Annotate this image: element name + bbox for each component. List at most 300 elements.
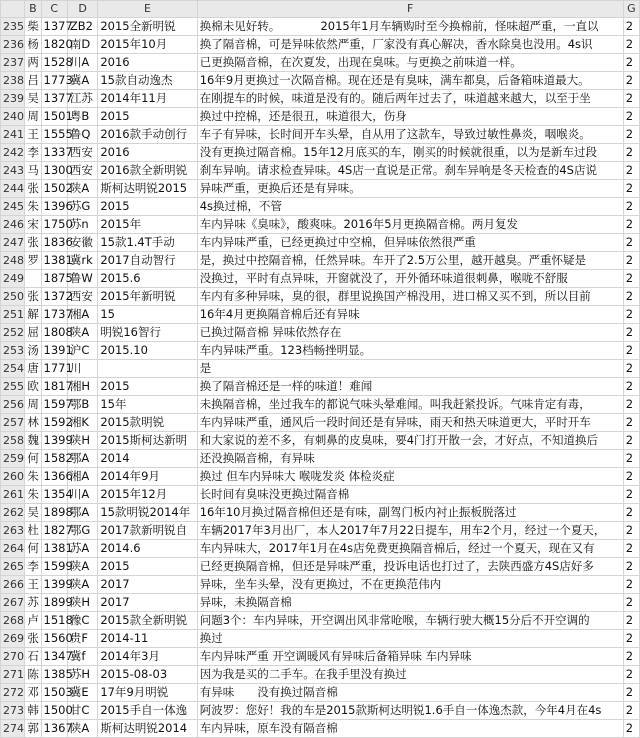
cell-c[interactable]: 1597 xyxy=(41,396,67,414)
cell-f[interactable]: 换了隔音棉还是一样的味道！难闻 xyxy=(197,378,623,396)
cell-g[interactable]: 2 xyxy=(623,414,639,432)
cell-e[interactable]: 2015年新明锐 xyxy=(98,288,197,306)
cell-b[interactable]: 宋 xyxy=(25,216,41,234)
table-row xyxy=(1,432,640,450)
cell-g[interactable]: 2 xyxy=(623,576,639,594)
cell-d[interactable]: 陕H xyxy=(67,594,97,612)
cell-b[interactable]: 汤 xyxy=(25,342,41,360)
cell-e[interactable]: 2015年12月 xyxy=(98,486,197,504)
cell-e[interactable]: 2015 xyxy=(98,198,197,216)
cell-d[interactable]: 冀rk xyxy=(67,252,97,270)
cell-b[interactable]: 罗 xyxy=(25,252,41,270)
cell-c[interactable]: 1501 xyxy=(41,108,67,126)
cell-g[interactable]: 2 xyxy=(623,504,639,522)
select-all-corner[interactable] xyxy=(1,1,25,18)
cell-g[interactable]: 2 xyxy=(623,288,639,306)
cell-d[interactable]: 苏n xyxy=(67,216,97,234)
cell-d[interactable]: 川A xyxy=(67,54,97,72)
row-number[interactable]: 254 xyxy=(1,360,25,378)
cell-b[interactable]: 郭 xyxy=(25,720,41,738)
cell-g[interactable]: 2 xyxy=(623,594,639,612)
cell-e[interactable]: 15年 xyxy=(98,396,197,414)
row-number[interactable]: 259 xyxy=(1,450,25,468)
cell-d[interactable]: 湘H xyxy=(67,378,97,396)
cell-d[interactable]: 冀E xyxy=(67,684,97,702)
row-number[interactable]: 238 xyxy=(1,72,25,90)
cell-g[interactable]: 2 xyxy=(623,450,639,468)
cell-d[interactable]: 川 xyxy=(67,360,97,378)
cell-e[interactable]: 17年9月明锐 xyxy=(98,684,197,702)
cell-g[interactable]: 2 xyxy=(623,198,639,216)
cell-e[interactable]: 2015年10月 xyxy=(98,36,197,54)
cell-g[interactable]: 2 xyxy=(623,684,639,702)
cell-g[interactable]: 2 xyxy=(623,36,639,54)
cell-f[interactable]: 车内异味严重，通风后一段时间还是有异味，雨天和热天味道更大，平时开车 xyxy=(197,414,623,432)
cell-c[interactable]: 1528 xyxy=(41,54,67,72)
row-number[interactable]: 257 xyxy=(1,414,25,432)
cell-g[interactable]: 2 xyxy=(623,396,639,414)
cell-b[interactable]: 解 xyxy=(25,306,41,324)
cell-f[interactable]: 车内异味严重 开空调暖风有异味后备箱异味 车内异味 xyxy=(197,648,623,666)
cell-g[interactable]: 2 xyxy=(623,360,639,378)
cell-d[interactable]: 甘C xyxy=(67,702,97,720)
cell-d[interactable]: 鄂A xyxy=(67,450,97,468)
cell-b[interactable]: 朱 xyxy=(25,468,41,486)
cell-e[interactable]: 2015款明锐 xyxy=(98,414,197,432)
cell-c[interactable]: 1899 xyxy=(41,594,67,612)
cell-d[interactable]: 川A xyxy=(67,486,97,504)
row-number[interactable]: 267 xyxy=(1,594,25,612)
cell-f[interactable]: 16年9月更换过一次隔音棉。现在还是有臭味，满车都臭，后备箱味道最大。 xyxy=(197,72,623,90)
cell-b[interactable]: 屈 xyxy=(25,324,41,342)
cell-d[interactable]: 豫C xyxy=(67,612,97,630)
cell-g[interactable]: 2 xyxy=(623,108,639,126)
row-number[interactable]: 245 xyxy=(1,198,25,216)
cell-c[interactable]: 1391 xyxy=(41,342,67,360)
cell-b[interactable]: 何 xyxy=(25,540,41,558)
cell-f[interactable]: 长时间有臭味没更换过隔音棉 xyxy=(197,486,623,504)
cell-e[interactable]: 斯柯达明锐2014 xyxy=(98,720,197,738)
cell-d[interactable]: 鲁Q xyxy=(67,126,97,144)
cell-g[interactable]: 2 xyxy=(623,630,639,648)
cell-f[interactable]: 车内异味严重。123档畅挫明显。 xyxy=(197,342,623,360)
cell-d[interactable]: 粤B xyxy=(67,108,97,126)
table-row xyxy=(1,720,640,738)
row-number[interactable]: 250 xyxy=(1,288,25,306)
row-number[interactable]: 256 xyxy=(1,396,25,414)
row-number[interactable]: 248 xyxy=(1,252,25,270)
cell-g[interactable]: 2 xyxy=(623,666,639,684)
cell-e[interactable]: 2015全新明锐 xyxy=(98,18,197,36)
cell-b[interactable]: 邓 xyxy=(25,684,41,702)
cell-c[interactable]: 1737 xyxy=(41,306,67,324)
row-number[interactable]: 263 xyxy=(1,522,25,540)
row-number[interactable]: 268 xyxy=(1,612,25,630)
cell-e[interactable]: 2017自动智行 xyxy=(98,252,197,270)
cell-c[interactable]: 1898 xyxy=(41,504,67,522)
cell-b[interactable]: 杜 xyxy=(25,522,41,540)
cell-f[interactable]: 因为我是买的二手车。在我手里没有换过 xyxy=(197,666,623,684)
cell-g[interactable]: 2 xyxy=(623,54,639,72)
cell-g[interactable]: 2 xyxy=(623,720,639,738)
cell-c[interactable]: 1592 xyxy=(41,414,67,432)
cell-d[interactable]: 鄂A xyxy=(67,504,97,522)
cell-e[interactable]: 15款1.4T手动 xyxy=(98,234,197,252)
cell-c[interactable]: 1817 xyxy=(41,378,67,396)
cell-d[interactable]: 南D xyxy=(67,36,97,54)
cell-b[interactable]: 柴 xyxy=(25,18,41,36)
cell-e[interactable]: 2017款新明锐自 xyxy=(98,522,197,540)
cell-c[interactable]: 1354 xyxy=(41,486,67,504)
cell-e[interactable]: 2014年3月 xyxy=(98,648,197,666)
cell-f[interactable]: 是，换过中控隔音棉，任然异味。车开了2.5万公里，越开越臭。严重怀疑是 xyxy=(197,252,623,270)
cell-f[interactable]: 没换过，平时有点异味，开窗就没了，开外循环味道很刺鼻，喉咙不舒服 xyxy=(197,270,623,288)
table-row xyxy=(1,216,640,234)
cell-b[interactable]: 王 xyxy=(25,576,41,594)
cell-b[interactable]: 欧 xyxy=(25,378,41,396)
cell-b[interactable]: 朱 xyxy=(25,486,41,504)
column-header-c[interactable]: C xyxy=(41,1,67,18)
cell-g[interactable]: 2 xyxy=(623,216,639,234)
cell-g[interactable]: 2 xyxy=(623,126,639,144)
cell-d[interactable]: 陕A xyxy=(67,558,97,576)
cell-d[interactable]: 苏G xyxy=(67,198,97,216)
cell-b[interactable]: 周 xyxy=(25,396,41,414)
cell-f[interactable]: 换棉未见好转。 2015年1月车辆购时至今换棉前，怪味超严重，一直以 xyxy=(197,18,623,36)
cell-e[interactable]: 2016 xyxy=(98,54,197,72)
cell-f[interactable]: 车内异味大，2017年1月在4s店免费更换隔音棉后，经过一个夏天，现在又有 xyxy=(197,540,623,558)
table-row xyxy=(1,540,640,558)
cell-b[interactable]: 周 xyxy=(25,108,41,126)
cell-d[interactable]: 湘K xyxy=(67,414,97,432)
cell-f[interactable]: 车内异味《臭味》，酸爽味。2016年5月更换隔音棉。两月复发 xyxy=(197,216,623,234)
cell-e[interactable]: 2015 xyxy=(98,378,197,396)
cell-c[interactable]: 1560 xyxy=(41,630,67,648)
cell-b[interactable]: 马 xyxy=(25,162,41,180)
cell-d[interactable]: ZB2 xyxy=(67,18,97,36)
cell-g[interactable]: 2 xyxy=(623,378,639,396)
cell-f[interactable]: 车内异味严重，已经更换过中空棉，但异味依然很严重 xyxy=(197,234,623,252)
cell-d[interactable]: 西安 xyxy=(67,288,97,306)
cell-e[interactable]: 2017 xyxy=(98,594,197,612)
column-header-b[interactable]: B xyxy=(25,1,41,18)
cell-b[interactable]: 苏 xyxy=(25,594,41,612)
cell-f[interactable]: 换过 xyxy=(197,630,623,648)
cell-c[interactable]: 1381 xyxy=(41,252,67,270)
cell-g[interactable]: 2 xyxy=(623,270,639,288)
cell-d[interactable]: 沪C xyxy=(67,342,97,360)
cell-g[interactable]: 2 xyxy=(623,432,639,450)
row-number[interactable]: 264 xyxy=(1,540,25,558)
cell-g[interactable]: 2 xyxy=(623,180,639,198)
cell-c[interactable]: 1820 xyxy=(41,36,67,54)
cell-b[interactable] xyxy=(25,270,41,288)
cell-f[interactable]: 已经更换隔音棉，但还是异味严重，投诉电话也打过了，去陕西盛方4S店好多 xyxy=(197,558,623,576)
cell-e[interactable]: 2015年 xyxy=(98,216,197,234)
cell-c[interactable]: 1836 xyxy=(41,234,67,252)
cell-d[interactable]: 苏H xyxy=(67,666,97,684)
cell-g[interactable]: 2 xyxy=(623,144,639,162)
row-number[interactable]: 274 xyxy=(1,720,25,738)
cell-e[interactable]: 2014-11 xyxy=(98,630,197,648)
cell-d[interactable]: 鄂B xyxy=(67,396,97,414)
row-number[interactable]: 246 xyxy=(1,216,25,234)
row-number[interactable]: 273 xyxy=(1,702,25,720)
cell-b[interactable]: 吴 xyxy=(25,90,41,108)
cell-c[interactable]: 1366 xyxy=(41,468,67,486)
cell-e[interactable]: 2016款手动创行 xyxy=(98,126,197,144)
row-number[interactable]: 237 xyxy=(1,54,25,72)
cell-b[interactable]: 卢 xyxy=(25,612,41,630)
row-number[interactable]: 270 xyxy=(1,648,25,666)
cell-e[interactable]: 15款明锐2014年 xyxy=(98,504,197,522)
cell-d[interactable]: 陕A xyxy=(67,180,97,198)
cell-b[interactable]: 李 xyxy=(25,558,41,576)
row-number[interactable]: 272 xyxy=(1,684,25,702)
table-row xyxy=(1,234,640,252)
cell-d[interactable]: 西安 xyxy=(67,162,97,180)
cell-b[interactable]: 韩 xyxy=(25,702,41,720)
row-number[interactable]: 242 xyxy=(1,144,25,162)
cell-c[interactable]: 1372 xyxy=(41,288,67,306)
cell-c[interactable]: 1771 xyxy=(41,360,67,378)
row-number[interactable]: 265 xyxy=(1,558,25,576)
cell-d[interactable]: 冀f xyxy=(67,648,97,666)
cell-c[interactable]: 1399 xyxy=(41,432,67,450)
cell-e[interactable] xyxy=(98,360,197,378)
table-row xyxy=(1,270,640,288)
cell-c[interactable]: 1750 xyxy=(41,216,67,234)
row-number[interactable]: 247 xyxy=(1,234,25,252)
cell-g[interactable]: 2 xyxy=(623,324,639,342)
row-number[interactable]: 244 xyxy=(1,180,25,198)
row-number[interactable]: 241 xyxy=(1,126,25,144)
row-number[interactable]: 236 xyxy=(1,36,25,54)
cell-d[interactable]: 安徽 xyxy=(67,234,97,252)
cell-f[interactable]: 异味，未换隔音棉 xyxy=(197,594,623,612)
cell-c[interactable]: 1827 xyxy=(41,522,67,540)
cell-b[interactable]: 张 xyxy=(25,288,41,306)
cell-g[interactable]: 2 xyxy=(623,90,639,108)
cell-g[interactable]: 2 xyxy=(623,702,639,720)
cell-f[interactable]: 未换隔音棉，坐过我车的都说气味头晕难闻。叫我赶紧投诉。气味肯定有毒， xyxy=(197,396,623,414)
table-row xyxy=(1,360,640,378)
cell-f[interactable]: 是 xyxy=(197,360,623,378)
row-number[interactable]: 269 xyxy=(1,630,25,648)
table-row xyxy=(1,18,640,36)
row-number[interactable]: 258 xyxy=(1,432,25,450)
cell-b[interactable]: 石 xyxy=(25,648,41,666)
cell-e[interactable]: 2015手自一体逸 xyxy=(98,702,197,720)
cell-b[interactable]: 吴 xyxy=(25,504,41,522)
cell-d[interactable]: 陕A xyxy=(67,720,97,738)
column-header-row xyxy=(1,1,640,18)
cell-d[interactable]: 陕A xyxy=(67,324,97,342)
table-row xyxy=(1,144,640,162)
row-number[interactable]: 252 xyxy=(1,324,25,342)
cell-g[interactable]: 2 xyxy=(623,648,639,666)
cell-e[interactable]: 15款自动逸杰 xyxy=(98,72,197,90)
row-number[interactable]: 253 xyxy=(1,342,25,360)
cell-f[interactable]: 阿波罗：您好！我的车是2015款斯柯达明锐1.6手自一体逸杰款，今年4月在4s xyxy=(197,702,623,720)
cell-e[interactable]: 2014年11月 xyxy=(98,90,197,108)
cell-b[interactable]: 陈 xyxy=(25,666,41,684)
cell-d[interactable]: 西安 xyxy=(67,144,97,162)
cell-g[interactable]: 2 xyxy=(623,558,639,576)
row-number[interactable]: 251 xyxy=(1,306,25,324)
cell-e[interactable]: 2015 xyxy=(98,558,197,576)
cell-c[interactable]: 1808 xyxy=(41,324,67,342)
cell-b[interactable]: 何 xyxy=(25,450,41,468)
row-number[interactable]: 255 xyxy=(1,378,25,396)
row-number[interactable]: 235 xyxy=(1,18,25,36)
cell-f[interactable]: 车内有多种异味，臭的很，群里说换国产棉没用，进口棉又买不到，所以目前 xyxy=(197,288,623,306)
cell-b[interactable]: 林 xyxy=(25,414,41,432)
cell-f[interactable]: 已换过隔音棉 异味依然存在 xyxy=(197,324,623,342)
cell-f[interactable]: 刹车异响。请求检查异味。4S店一直说是正常。刹车异响是冬天检查的4S店说 xyxy=(197,162,623,180)
cell-b[interactable]: 杨 xyxy=(25,36,41,54)
cell-c[interactable]: 1502 xyxy=(41,180,67,198)
cell-e[interactable]: 2014.6 xyxy=(98,540,197,558)
cell-b[interactable]: 朱 xyxy=(25,198,41,216)
cell-d[interactable]: 鲁W xyxy=(67,270,97,288)
cell-b[interactable]: 张 xyxy=(25,180,41,198)
cell-f[interactable]: 有异味 没有换过隔音棉 xyxy=(197,684,623,702)
cell-c[interactable]: 1377 xyxy=(41,90,67,108)
cell-e[interactable]: 2016款全新明锐 xyxy=(98,162,197,180)
cell-c[interactable]: 1773 xyxy=(41,72,67,90)
cell-c[interactable]: 1347 xyxy=(41,648,67,666)
cell-e[interactable]: 2014 xyxy=(98,450,197,468)
cell-f[interactable]: 和大家说的差不多，有刺鼻的皮臭味，要4门打开散一会，才好点，不知道换后 xyxy=(197,432,623,450)
cell-g[interactable]: 2 xyxy=(623,522,639,540)
cell-d[interactable]: 冀A xyxy=(67,72,97,90)
cell-f[interactable]: 车内异味，原车没有隔音棉 xyxy=(197,720,623,738)
cell-e[interactable]: 明锐16智行 xyxy=(98,324,197,342)
cell-c[interactable]: 1500 xyxy=(41,702,67,720)
cell-e[interactable]: 2015斯柯达新明 xyxy=(98,432,197,450)
cell-c[interactable]: 1367 xyxy=(41,720,67,738)
cell-f[interactable]: 没有更换过隔音棉。15年12月底买的车，刚买的时候就很重，以为是新车过段 xyxy=(197,144,623,162)
cell-e[interactable]: 2015.6 xyxy=(98,270,197,288)
cell-f[interactable]: 异味严重，更换后还是有异味。 xyxy=(197,180,623,198)
cell-e[interactable]: 斯柯达明锐2015 xyxy=(98,180,197,198)
cell-e[interactable]: 2015.10 xyxy=(98,342,197,360)
table-row xyxy=(1,576,640,594)
cell-g[interactable]: 2 xyxy=(623,234,639,252)
cell-g[interactable]: 2 xyxy=(623,468,639,486)
cell-f[interactable]: 问题3个：车内异味，开空调出风非常呛喉，车辆行驶大概15分后不开空调的 xyxy=(197,612,623,630)
cell-g[interactable]: 2 xyxy=(623,486,639,504)
cell-e[interactable]: 2015 xyxy=(98,108,197,126)
column-header-g[interactable]: G xyxy=(623,1,639,18)
cell-f[interactable]: 异味，坐车头晕，没有更换过，不在更换范伟内 xyxy=(197,576,623,594)
cell-e[interactable]: 2015款全新明锐 xyxy=(98,612,197,630)
column-header-d[interactable]: D xyxy=(67,1,97,18)
cell-e[interactable]: 2015-08-03 xyxy=(98,666,197,684)
table-row xyxy=(1,36,640,54)
cell-d[interactable]: 陕A xyxy=(67,576,97,594)
cell-e[interactable]: 2016 xyxy=(98,144,197,162)
column-header-f[interactable]: F xyxy=(197,1,623,18)
table-row xyxy=(1,522,640,540)
cell-g[interactable]: 2 xyxy=(623,72,639,90)
row-number[interactable]: 249 xyxy=(1,270,25,288)
cell-g[interactable]: 2 xyxy=(623,306,639,324)
cell-e[interactable]: 15 xyxy=(98,306,197,324)
cell-d[interactable]: 陕H xyxy=(67,432,97,450)
cell-b[interactable]: 张 xyxy=(25,234,41,252)
cell-e[interactable]: 2017 xyxy=(98,576,197,594)
cell-d[interactable]: 苏A xyxy=(67,540,97,558)
cell-c[interactable]: 1555 xyxy=(41,126,67,144)
cell-f[interactable]: 换过 但车内异味大 喉咙发炎 体检炎症 xyxy=(197,468,623,486)
cell-g[interactable]: 2 xyxy=(623,18,639,36)
cell-g[interactable]: 2 xyxy=(623,162,639,180)
cell-c[interactable]: 1599 xyxy=(41,558,67,576)
cell-f[interactable]: 在刚提车的时候，味道是没有的。随后两年过去了，味道越来越大，以至于坐 xyxy=(197,90,623,108)
cell-g[interactable]: 2 xyxy=(623,612,639,630)
cell-b[interactable]: 魏 xyxy=(25,432,41,450)
cell-d[interactable]: 贵F xyxy=(67,630,97,648)
row-number[interactable]: 262 xyxy=(1,504,25,522)
cell-c[interactable]: 1875 xyxy=(41,270,67,288)
cell-c[interactable]: 1337 xyxy=(41,144,67,162)
cell-c[interactable]: 1518 xyxy=(41,612,67,630)
cell-d[interactable]: 鄂G xyxy=(67,522,97,540)
cell-d[interactable]: 湘A xyxy=(67,306,97,324)
cell-g[interactable]: 2 xyxy=(623,342,639,360)
cell-f[interactable]: 4s换过棉，不管 xyxy=(197,198,623,216)
cell-b[interactable]: 李 xyxy=(25,144,41,162)
row-number[interactable]: 239 xyxy=(1,90,25,108)
cell-c[interactable]: 1300 xyxy=(41,162,67,180)
cell-c[interactable]: 1385 xyxy=(41,666,67,684)
cell-f[interactable]: 已更换隔音棉，在次夏发，出现在臭味。与更换之前味道一样。 xyxy=(197,54,623,72)
cell-f[interactable]: 换过中控棉，还是很丑，味道很大，伤身 xyxy=(197,108,623,126)
cell-f[interactable]: 换了隔音棉，可是异味依然严重，厂家没有真心解决，香水除臭也没用。4s识 xyxy=(197,36,623,54)
cell-f[interactable]: 车辆2017年3月出厂，本人2017年7月22日提车，用车2个月，经过一个夏天， xyxy=(197,522,623,540)
cell-c[interactable]: 1396 xyxy=(41,198,67,216)
cell-f[interactable]: 还没换隔音棉，有异味 xyxy=(197,450,623,468)
cell-c[interactable]: 1399 xyxy=(41,576,67,594)
row-number[interactable]: 243 xyxy=(1,162,25,180)
cell-e[interactable]: 2014年9月 xyxy=(98,468,197,486)
row-number[interactable]: 261 xyxy=(1,486,25,504)
cell-b[interactable]: 唐 xyxy=(25,360,41,378)
cell-g[interactable]: 2 xyxy=(623,252,639,270)
row-number[interactable]: 260 xyxy=(1,468,25,486)
cell-c[interactable]: 1377 xyxy=(41,18,67,36)
row-number[interactable]: 271 xyxy=(1,666,25,684)
cell-d[interactable]: 江苏 xyxy=(67,90,97,108)
cell-c[interactable]: 1381 xyxy=(41,540,67,558)
column-header-e[interactable]: E xyxy=(98,1,197,18)
cell-d[interactable]: 湘A xyxy=(67,468,97,486)
row-number[interactable]: 240 xyxy=(1,108,25,126)
cell-b[interactable]: 两 xyxy=(25,54,41,72)
cell-b[interactable]: 王 xyxy=(25,126,41,144)
cell-b[interactable]: 张 xyxy=(25,630,41,648)
cell-b[interactable]: 吕 xyxy=(25,72,41,90)
cell-c[interactable]: 1582 xyxy=(41,450,67,468)
cell-f[interactable]: 16年10月换过隔音棉但还是有味，副驾门板内衬止振板脱落过 xyxy=(197,504,623,522)
cell-f[interactable]: 车子有异味，长时间开车头晕，自从用了这款车，导致过敏性鼻炎，咽喉炎。 xyxy=(197,126,623,144)
cell-g[interactable]: 2 xyxy=(623,540,639,558)
cell-c[interactable]: 1503 xyxy=(41,684,67,702)
row-number[interactable]: 266 xyxy=(1,576,25,594)
cell-f[interactable]: 16年4月更换隔音棉后还有异味 xyxy=(197,306,623,324)
